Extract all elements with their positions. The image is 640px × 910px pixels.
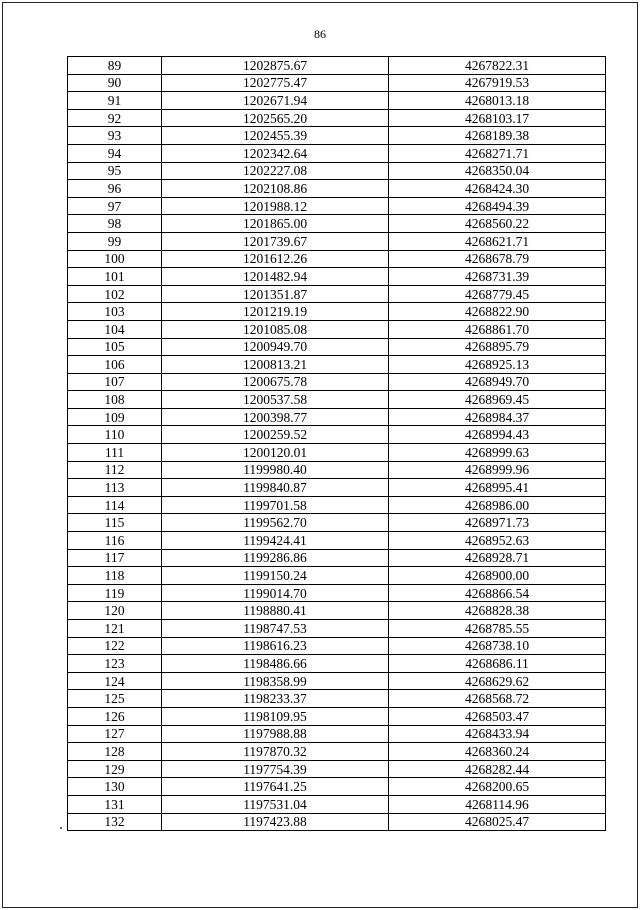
point-number-cell: 93	[68, 127, 162, 145]
x-coordinate-cell: 1201865.00	[162, 215, 389, 233]
x-coordinate-cell: 1198109.95	[162, 707, 389, 725]
table-row	[68, 690, 606, 708]
y-coordinate-cell: 4268928.71	[389, 549, 606, 567]
table-row	[68, 109, 606, 127]
point-number-cell: 111	[68, 444, 162, 462]
point-number-cell: 129	[68, 760, 162, 778]
y-coordinate-cell: 4268731.39	[389, 268, 606, 286]
x-coordinate-cell: 1199840.87	[162, 479, 389, 497]
point-number-cell: 132	[68, 813, 162, 831]
table-row	[68, 743, 606, 761]
x-coordinate-cell: 1197870.32	[162, 743, 389, 761]
point-number-cell: 104	[68, 320, 162, 338]
point-number-cell: 119	[68, 584, 162, 602]
x-coordinate-cell: 1198233.37	[162, 690, 389, 708]
y-coordinate-cell: 4268952.63	[389, 532, 606, 550]
y-coordinate-cell: 4268424.30	[389, 180, 606, 198]
x-coordinate-cell: 1199014.70	[162, 584, 389, 602]
y-coordinate-cell: 4268271.71	[389, 144, 606, 162]
table-row	[68, 180, 606, 198]
y-coordinate-cell: 4268568.72	[389, 690, 606, 708]
point-number-cell: 118	[68, 567, 162, 585]
x-coordinate-cell: 1197988.88	[162, 725, 389, 743]
table-row	[68, 74, 606, 92]
x-coordinate-cell: 1197641.25	[162, 778, 389, 796]
x-coordinate-cell: 1201612.26	[162, 250, 389, 268]
point-number-cell: 92	[68, 109, 162, 127]
table-row	[68, 356, 606, 374]
x-coordinate-cell: 1197754.39	[162, 760, 389, 778]
table-row	[68, 57, 606, 75]
x-coordinate-cell: 1202775.47	[162, 74, 389, 92]
point-number-cell: 102	[68, 285, 162, 303]
table-row	[68, 127, 606, 145]
y-coordinate-cell: 4268861.70	[389, 320, 606, 338]
y-coordinate-cell: 4268900.00	[389, 567, 606, 585]
table-row	[68, 144, 606, 162]
table-row	[68, 655, 606, 673]
point-number-cell: 105	[68, 338, 162, 356]
x-coordinate-cell: 1201351.87	[162, 285, 389, 303]
point-number-cell: 115	[68, 514, 162, 532]
x-coordinate-cell: 1198880.41	[162, 602, 389, 620]
y-coordinate-cell: 4268103.17	[389, 109, 606, 127]
table-row	[68, 197, 606, 215]
x-coordinate-cell: 1199562.70	[162, 514, 389, 532]
margin-dot	[60, 827, 62, 829]
table-row	[68, 707, 606, 725]
y-coordinate-cell: 4268282.44	[389, 760, 606, 778]
y-coordinate-cell: 4268785.55	[389, 620, 606, 638]
y-coordinate-cell: 4268503.47	[389, 707, 606, 725]
y-coordinate-cell: 4268999.96	[389, 461, 606, 479]
point-number-cell: 131	[68, 795, 162, 813]
x-coordinate-cell: 1202565.20	[162, 109, 389, 127]
table-row	[68, 426, 606, 444]
coordinates-table	[67, 56, 606, 831]
y-coordinate-cell: 4268433.94	[389, 725, 606, 743]
x-coordinate-cell: 1199980.40	[162, 461, 389, 479]
y-coordinate-cell: 4268189.38	[389, 127, 606, 145]
x-coordinate-cell: 1199424.41	[162, 532, 389, 550]
point-number-cell: 113	[68, 479, 162, 497]
table-row	[68, 496, 606, 514]
point-number-cell: 101	[68, 268, 162, 286]
y-coordinate-cell: 4268013.18	[389, 92, 606, 110]
table-row	[68, 620, 606, 638]
point-number-cell: 122	[68, 637, 162, 655]
y-coordinate-cell: 4268200.65	[389, 778, 606, 796]
point-number-cell: 112	[68, 461, 162, 479]
y-coordinate-cell: 4267822.31	[389, 57, 606, 75]
table-row	[68, 444, 606, 462]
x-coordinate-cell: 1202227.08	[162, 162, 389, 180]
y-coordinate-cell: 4268995.41	[389, 479, 606, 497]
x-coordinate-cell: 1202108.86	[162, 180, 389, 198]
y-coordinate-cell: 4268350.04	[389, 162, 606, 180]
y-coordinate-cell: 4268822.90	[389, 303, 606, 321]
y-coordinate-cell: 4268994.43	[389, 426, 606, 444]
point-number-cell: 121	[68, 620, 162, 638]
x-coordinate-cell: 1199286.86	[162, 549, 389, 567]
x-coordinate-cell: 1202671.94	[162, 92, 389, 110]
point-number-cell: 128	[68, 743, 162, 761]
table-row	[68, 760, 606, 778]
point-number-cell: 89	[68, 57, 162, 75]
y-coordinate-cell: 4268629.62	[389, 672, 606, 690]
table-row	[68, 637, 606, 655]
table-row	[68, 602, 606, 620]
x-coordinate-cell: 1202875.67	[162, 57, 389, 75]
point-number-cell: 103	[68, 303, 162, 321]
table-row	[68, 795, 606, 813]
table-row	[68, 532, 606, 550]
y-coordinate-cell: 4268738.10	[389, 637, 606, 655]
point-number-cell: 116	[68, 532, 162, 550]
x-coordinate-cell: 1198358.99	[162, 672, 389, 690]
table-row	[68, 479, 606, 497]
table-row	[68, 303, 606, 321]
x-coordinate-cell: 1198486.66	[162, 655, 389, 673]
y-coordinate-cell: 4268494.39	[389, 197, 606, 215]
y-coordinate-cell: 4268678.79	[389, 250, 606, 268]
point-number-cell: 123	[68, 655, 162, 673]
x-coordinate-cell: 1201988.12	[162, 197, 389, 215]
table-row	[68, 461, 606, 479]
y-coordinate-cell: 4268114.96	[389, 795, 606, 813]
table-row	[68, 215, 606, 233]
table-row	[68, 285, 606, 303]
point-number-cell: 109	[68, 408, 162, 426]
y-coordinate-cell: 4268866.54	[389, 584, 606, 602]
table-row	[68, 813, 606, 831]
point-number-cell: 120	[68, 602, 162, 620]
x-coordinate-cell: 1201219.19	[162, 303, 389, 321]
x-coordinate-cell: 1202455.39	[162, 127, 389, 145]
point-number-cell: 125	[68, 690, 162, 708]
y-coordinate-cell: 4268828.38	[389, 602, 606, 620]
table-row	[68, 373, 606, 391]
point-number-cell: 100	[68, 250, 162, 268]
point-number-cell: 108	[68, 391, 162, 409]
x-coordinate-cell: 1200259.52	[162, 426, 389, 444]
point-number-cell: 106	[68, 356, 162, 374]
point-number-cell: 98	[68, 215, 162, 233]
y-coordinate-cell: 4268999.63	[389, 444, 606, 462]
y-coordinate-cell: 4268925.13	[389, 356, 606, 374]
x-coordinate-cell: 1202342.64	[162, 144, 389, 162]
x-coordinate-cell: 1198616.23	[162, 637, 389, 655]
y-coordinate-cell: 4268686.11	[389, 655, 606, 673]
y-coordinate-cell: 4268779.45	[389, 285, 606, 303]
y-coordinate-cell: 4268560.22	[389, 215, 606, 233]
point-number-cell: 96	[68, 180, 162, 198]
point-number-cell: 97	[68, 197, 162, 215]
table-row	[68, 672, 606, 690]
point-number-cell: 107	[68, 373, 162, 391]
table-row	[68, 320, 606, 338]
y-coordinate-cell: 4268971.73	[389, 514, 606, 532]
y-coordinate-cell: 4268895.79	[389, 338, 606, 356]
table-row	[68, 549, 606, 567]
point-number-cell: 114	[68, 496, 162, 514]
table-row	[68, 391, 606, 409]
x-coordinate-cell: 1200120.01	[162, 444, 389, 462]
y-coordinate-cell: 4268621.71	[389, 232, 606, 250]
x-coordinate-cell: 1197531.04	[162, 795, 389, 813]
x-coordinate-cell: 1200949.70	[162, 338, 389, 356]
x-coordinate-cell: 1201085.08	[162, 320, 389, 338]
table-row	[68, 338, 606, 356]
point-number-cell: 94	[68, 144, 162, 162]
y-coordinate-cell: 4268025.47	[389, 813, 606, 831]
x-coordinate-cell: 1199150.24	[162, 567, 389, 585]
point-number-cell: 91	[68, 92, 162, 110]
point-number-cell: 130	[68, 778, 162, 796]
point-number-cell: 117	[68, 549, 162, 567]
x-coordinate-cell: 1200675.78	[162, 373, 389, 391]
table-row	[68, 514, 606, 532]
point-number-cell: 126	[68, 707, 162, 725]
table-row	[68, 162, 606, 180]
point-number-cell: 95	[68, 162, 162, 180]
x-coordinate-cell: 1197423.88	[162, 813, 389, 831]
table-row	[68, 268, 606, 286]
point-number-cell: 127	[68, 725, 162, 743]
x-coordinate-cell: 1200398.77	[162, 408, 389, 426]
point-number-cell: 90	[68, 74, 162, 92]
point-number-cell: 124	[68, 672, 162, 690]
table-row	[68, 232, 606, 250]
x-coordinate-cell: 1200537.58	[162, 391, 389, 409]
x-coordinate-cell: 1201482.94	[162, 268, 389, 286]
point-number-cell: 99	[68, 232, 162, 250]
page-number: 86	[314, 27, 326, 41]
x-coordinate-cell: 1200813.21	[162, 356, 389, 374]
coordinates-table-body	[68, 57, 606, 831]
table-row	[68, 92, 606, 110]
y-coordinate-cell: 4267919.53	[389, 74, 606, 92]
table-row	[68, 567, 606, 585]
y-coordinate-cell: 4268986.00	[389, 496, 606, 514]
x-coordinate-cell: 1198747.53	[162, 620, 389, 638]
table-row	[68, 250, 606, 268]
y-coordinate-cell: 4268984.37	[389, 408, 606, 426]
y-coordinate-cell: 4268969.45	[389, 391, 606, 409]
table-row	[68, 584, 606, 602]
point-number-cell: 110	[68, 426, 162, 444]
x-coordinate-cell: 1199701.58	[162, 496, 389, 514]
table-row	[68, 778, 606, 796]
table-row	[68, 408, 606, 426]
y-coordinate-cell: 4268360.24	[389, 743, 606, 761]
y-coordinate-cell: 4268949.70	[389, 373, 606, 391]
table-row	[68, 725, 606, 743]
x-coordinate-cell: 1201739.67	[162, 232, 389, 250]
